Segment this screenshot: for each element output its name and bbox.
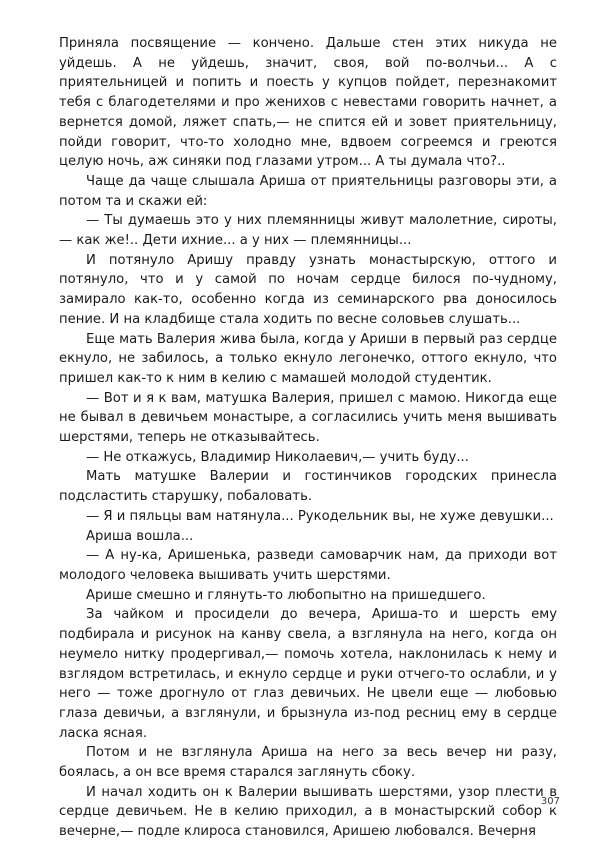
paragraph: И потянуло Аришу правду узнать монастырскую, оттого и потянуло, что и у самой по ночам сердце билося по-чудному, замирало как-то, особенно когда из семинарского рва доносилось пение. И на кладбище стала ходить по весне соловьев слушать... [59,252,557,327]
paragraph: Мать матушке Валерии и гостинчиков городских принесла подсластить старушку, побаловать. [59,469,557,505]
paragraph: Потом и не взглянула Ариша на него за весь вечер ни разу, боялась, а он все время старался заглянуть сбоку. [59,745,557,781]
paragraph: — Я и пяльцы вам натянула... Рукодельник вы, не хуже девушки... [86,508,554,524]
page-text [59,34,557,842]
paragraph: Чаще да чаще слышала Ариша от приятельницы разговоры эти, а потом та и скажи ей: [59,173,557,209]
paragraph: — А ну-ка, Аришенька, разведи самоварчик нам, да приходи вот молодого человека вышивать учить шерстями. [59,548,557,583]
paragraph: — Не откажусь, Владимир Николаевич,— учить буду... [86,449,469,465]
paragraph: — Ты думаешь это у них племянницы живут малолетние, сироты, — как же!.. Дети ихние... а у них — племянницы... [59,213,557,249]
paragraph: И начал ходить он к Валерии вышивать шерстями, узор плести в сердце девичьем. Не в келию приходил, а в монастырский собор к вечерне,— подле клироса становился, Аришею любовался. Вечерня [59,784,557,840]
paragraph: За чайком и просидели до вечера, Ариша-то и шерсть ему подбирала и рисунок на канву свела, а взглянула на него, когда он неумело нитку продергивал,— помочь хотела, наклонилась к нему и взглядом встретилась, и екнуло сердце и руки отчего-то ослабли, и у него — тоже дрогнуло от глаз девичьих. Не цвели еще — любовью глаза девичьи, а взглянули, и брызнула из-под ресниц ему в сердце ласка ясная. [59,607,557,741]
paragraph: Еще мать Валерия жива была, когда у Ариши в первый раз сердце екнуло, не забилось, а только екнуло легонечко, оттого екнуло, что пришел как-то к ним в келию с мамашей молодой студентик. [59,331,557,386]
paragraph: Ариша вошла... [86,528,194,544]
page-number: 307 [540,796,560,807]
paragraph: — Вот и я к вам, матушка Валерия, пришел с мамою. Никогда еще не бывал в девичьем монастыре, а согласились учить меня вышивать шерстями, теперь не отказывайтесь. [59,390,557,446]
paragraph: Арише смешно и глянуть-то любопытно на пришедшего. [86,587,486,603]
paragraph: Приняла посвящение — кончено. Дальше стен этих никуда не уйдешь. А не уйдешь, значит, своя, вой по-волчьи... А с приятельницей и попить и поесть у купцов пойдет, перезнакомит тебя с благодетелями и про женихов с невестами говорить начнет, а вернется домой, ляжет спать,— не спится ей и зовет приятельницу, пойди говорит, что-то холодно мне, вдвоем согреемся и греются целую ночь, аж синяки под глазами утром... А ты думала что?.. [59,36,557,170]
